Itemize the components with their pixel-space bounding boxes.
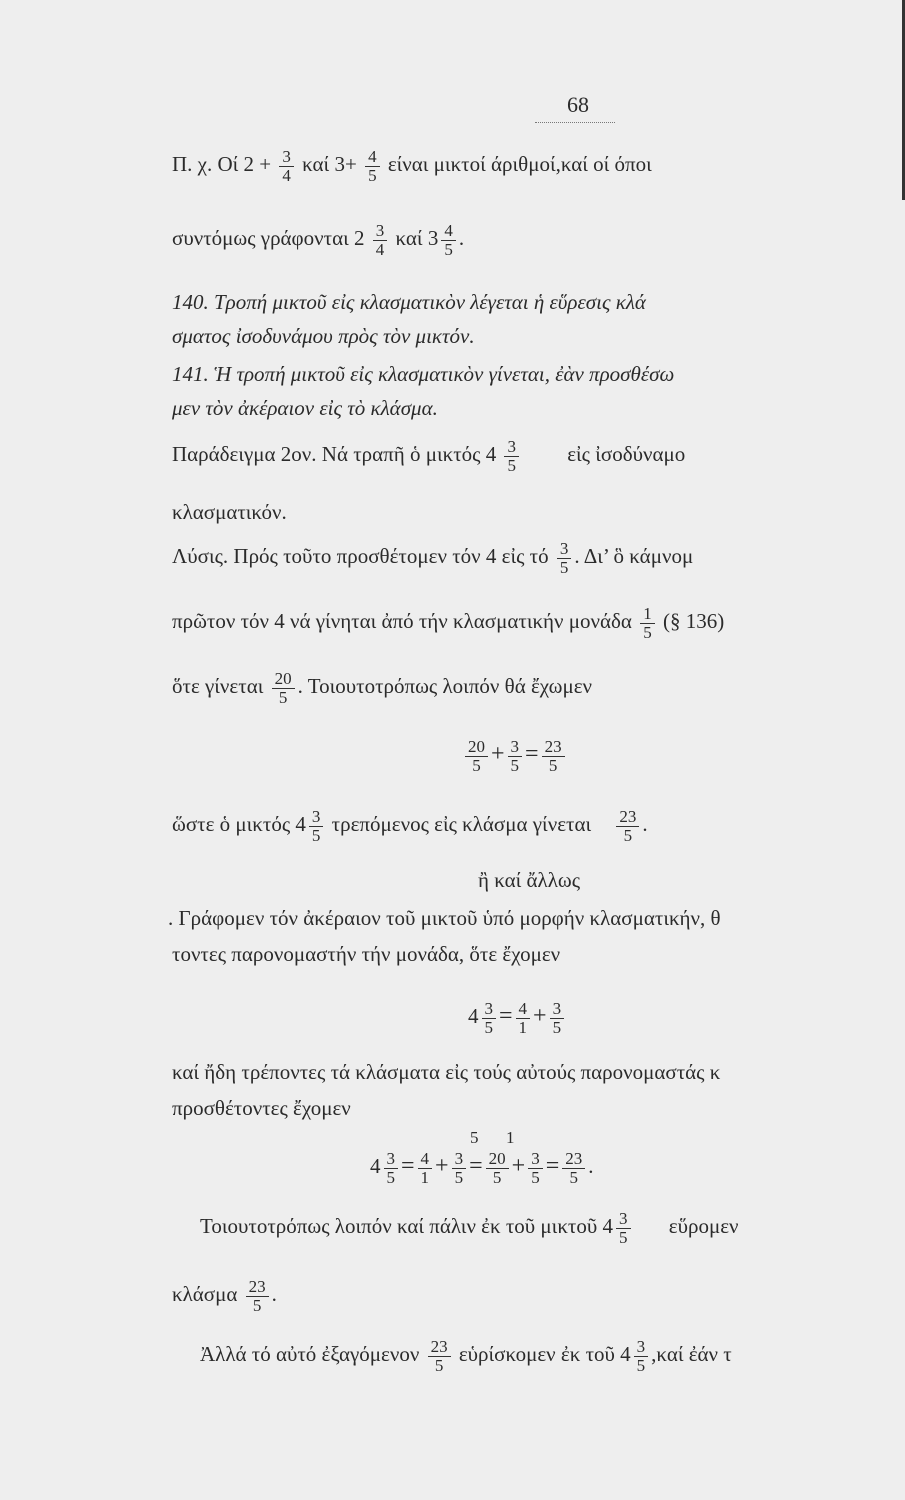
fraction: $\frac{23}{5}$ [542, 738, 565, 775]
line-8: κλασματικόν. [172, 500, 287, 524]
text: Λύσις. Πρός τοῦτο προσθέτομεν τόν 4 εἰς τό [172, 544, 549, 569]
line-22: κλάσμα $\frac{23}{5}$ . [172, 1277, 277, 1315]
fraction: $\frac{23}{5}$ [428, 1338, 451, 1375]
fraction: $\frac{3}{5}$ [482, 1000, 497, 1037]
fraction: $\frac{20}{5}$ [486, 1150, 509, 1187]
text: εὑρίσκομεν ἐκ τοῦ 4 [458, 1342, 631, 1367]
line-18: καί ἤδη τρέποντες τά κλάσματα εἰς τούς αὐτούς παρονομαστάς κ [172, 1060, 721, 1084]
text: εἰς ἰσοδύναμο [567, 442, 686, 467]
text: κλάσμα [172, 1282, 238, 1307]
text: εὕρομεν [668, 1214, 739, 1239]
line-14: ἢ καί ἄλλως [478, 868, 581, 892]
line-3: 140. Τροπή μικτοῦ εἰς κλασματικὸν λέγεται ἡ εὕρεσις κλά [172, 290, 646, 314]
fraction: $\frac{4}{5}$ [441, 222, 456, 259]
text: πρῶτον τόν 4 νά γίνηται ἀπό τήν κλασματικήν μονάδα [172, 609, 632, 634]
line-10 [172, 605, 724, 642]
text: καί 3+ [302, 152, 357, 177]
fraction: $\frac{23}{5}$ [246, 1278, 269, 1315]
fraction: $\frac{3}{5}$ [452, 1150, 467, 1187]
fraction: $\frac{20}{5}$ [465, 738, 488, 775]
fraction: $\frac{3}{4}$ [373, 222, 388, 259]
fraction: $\frac{23}{5}$ [562, 1150, 585, 1187]
text: ὥστε ὁ μικτός 4 [172, 812, 306, 837]
fraction: $\frac{3}{5}$ [309, 808, 324, 845]
line-7 [172, 438, 685, 475]
fraction: $\frac{23}{5}$ [616, 808, 639, 845]
equation-1: $\frac{20}{5}$ + $\frac{3}{5}$ = $\frac{23}{5}$ [462, 738, 568, 775]
fraction: $\frac{3}{5}$ [634, 1338, 649, 1375]
fraction: $\frac{3}{5}$ [384, 1150, 399, 1187]
text: συντόμως γράφονται 2 [172, 226, 365, 251]
text: ὅτε γίνεται [172, 674, 264, 699]
fraction: $\frac{4}{5}$ [365, 148, 380, 185]
fraction: $\frac{3}{4}$ [279, 148, 294, 185]
line-13: ὥστε ὁ μικτός 4 $\frac{3}{5}$ τρεπόμενος εἰς κλάσμα γίνεται $\frac{23}{5}$ . [172, 807, 648, 845]
text: Τοιουτοτρόπως λοιπόν καί πάλιν ἐκ τοῦ μικτοῦ 4 [200, 1214, 613, 1239]
fraction: $\frac{1}{5}$ [640, 605, 655, 642]
fraction: $\frac{3}{5}$ [504, 438, 519, 475]
page-number: 68 [567, 92, 589, 117]
fraction: $\frac{3}{5}$ [508, 738, 523, 775]
text: είναι μικτοί άριθμοί,καί οί όποι [387, 152, 652, 177]
line-15: . Γράφομεν τόν ἀκέραιον τοῦ μικτοῦ ὑπό μορφήν κλασματικήν, θ [168, 906, 721, 930]
line-11 [172, 670, 592, 707]
fraction: $\frac{3}{5}$ [557, 540, 572, 577]
text: (§ 136) [662, 609, 725, 634]
text: Ἀλλά τό αὐτό ἐξαγόμενον [200, 1342, 420, 1367]
text: Π. χ. Οί 2 + [172, 152, 272, 177]
equation-2: 4 $\frac{3}{5}$ = $\frac{4}{1}$ + $\frac{3}{5}$ [468, 1000, 567, 1037]
line-19: προσθέτοντες ἔχομεν [172, 1096, 351, 1120]
text: καί 3 [395, 226, 439, 251]
fraction: $\frac{3}{5}$ [528, 1150, 543, 1187]
multiplier-5: 5 [470, 1128, 479, 1147]
line-21 [200, 1210, 739, 1247]
line-4: σματος ἰσοδυνάμου πρὸς τὸν μικτόν. [172, 324, 475, 348]
line-23 [200, 1338, 732, 1375]
fraction: $\frac{3}{5}$ [616, 1210, 631, 1247]
text: ,καί ἐάν τ [651, 1342, 732, 1367]
multiplier-1: 1 [506, 1128, 515, 1147]
line-9 [172, 540, 693, 577]
line-6: μεν τὸν ἀκέραιον εἰς τὸ κλάσμα. [172, 396, 438, 420]
fraction: $\frac{4}{1}$ [516, 1000, 531, 1037]
equation-3: 4 $\frac{3}{5}$ = $\frac{4}{1}$ + $\frac{3}{5}$ = $\frac{20}{5}$ + $\frac{3}{5}$ = $\frac{23}{5}$ . [370, 1149, 594, 1187]
page-number-rule [535, 122, 615, 123]
text: Παράδειγμα 2ον. Νά τραπῆ ὁ μικτός 4 [172, 442, 497, 467]
line-5: 141. Ἡ τροπή μικτοῦ εἰς κλασματικὸν γίνεται, ἐὰν προσθέσω [172, 362, 675, 386]
line-16: τοντες παρονομαστήν τήν μονάδα, ὅτε ἔχομεν [172, 942, 561, 966]
fraction: $\frac{4}{1}$ [418, 1150, 433, 1187]
text: . Τοιουτοτρόπως λοιπόν θά ἔχωμεν [297, 674, 593, 699]
fraction: $\frac{20}{5}$ [272, 670, 295, 707]
line-2: συντόμως γράφονται 2 $\frac{3}{4}$ καί 3 $\frac{4}{5}$ . [172, 221, 465, 259]
fraction: $\frac{3}{5}$ [550, 1000, 565, 1037]
line-1 [172, 148, 652, 185]
text: τρεπόμενος εἰς κλάσμα γίνεται [331, 812, 592, 837]
text: . Δι’ ὃ κάμνομ [574, 544, 694, 569]
